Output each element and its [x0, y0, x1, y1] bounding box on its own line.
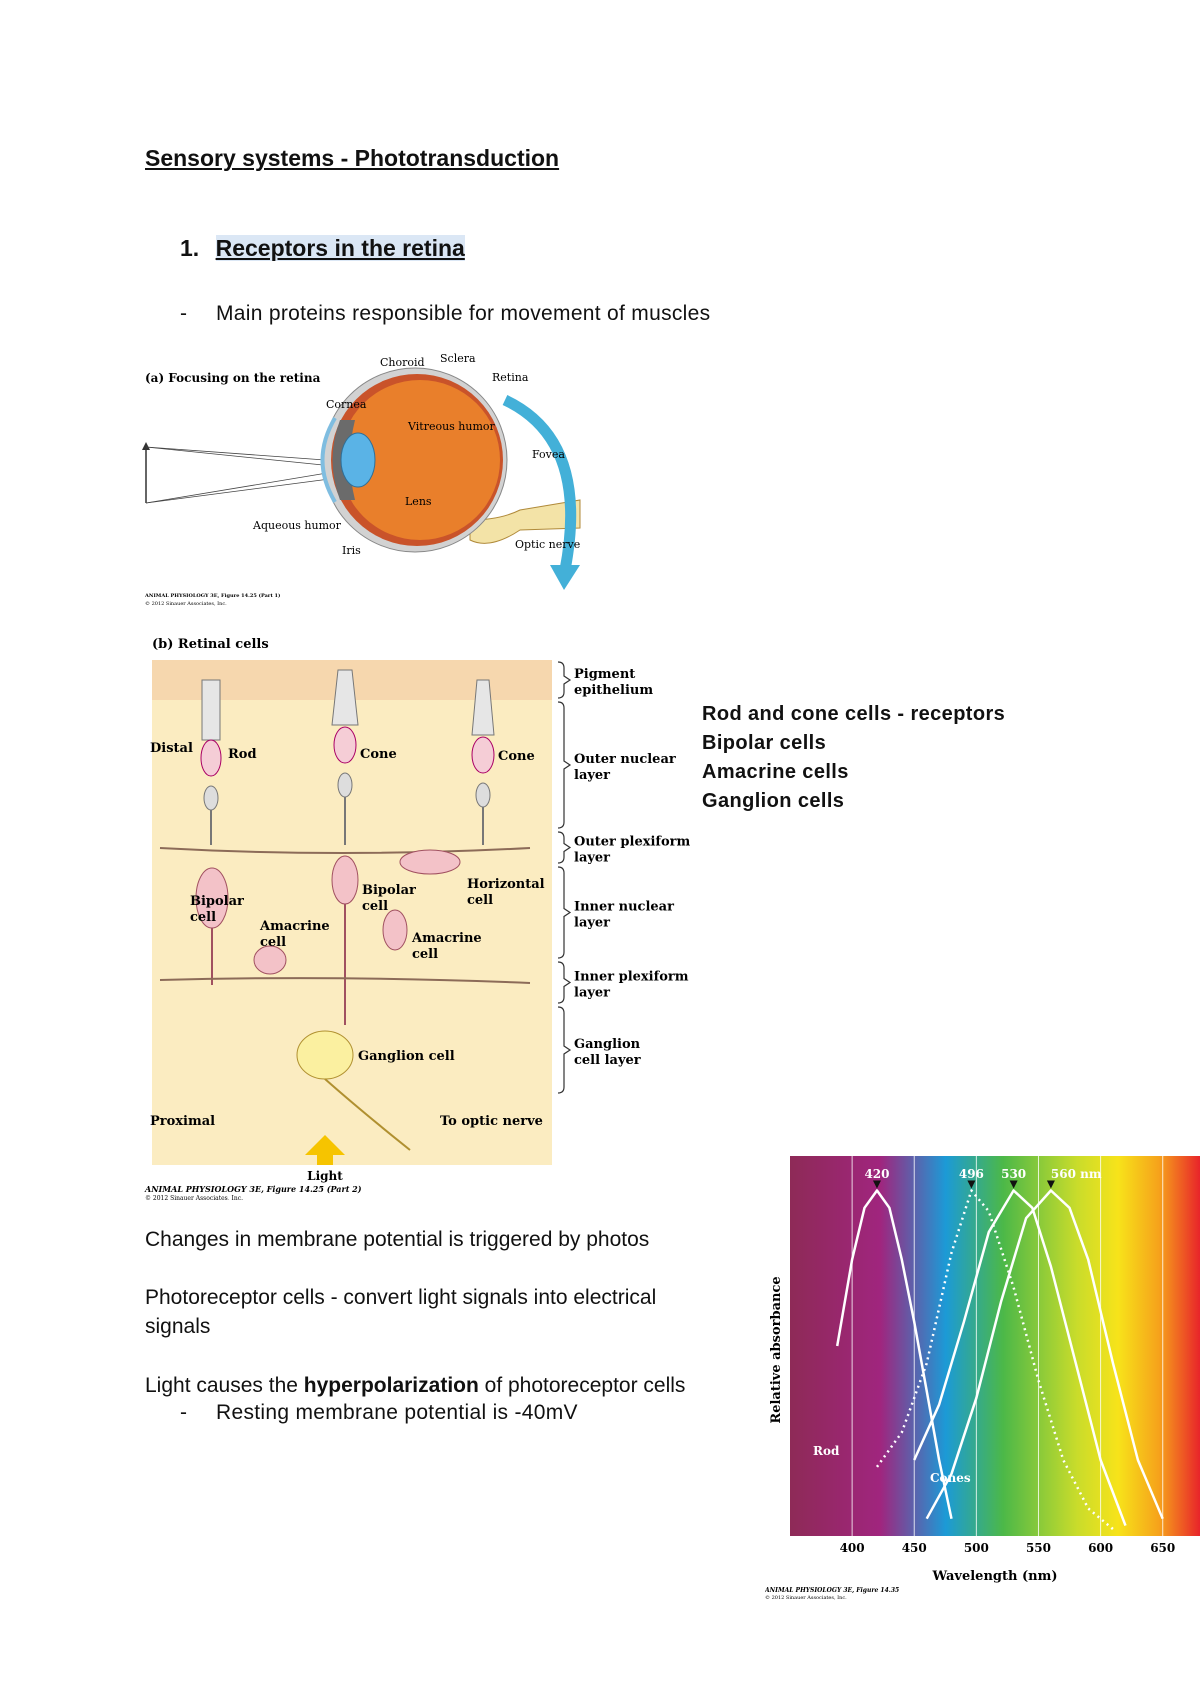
label-amacrine-1b: cell — [260, 935, 287, 950]
bullet-dash-2: - — [180, 1401, 188, 1424]
label-cone-1: Cone — [360, 747, 397, 762]
layer-label: epithelium — [574, 683, 654, 698]
paragraph-3 — [145, 1371, 745, 1400]
paragraph-3-bold: hyperpolarization — [303, 1374, 479, 1397]
label-cornea: Cornea — [326, 398, 367, 411]
layer-bracket — [558, 662, 570, 698]
paragraph-3-before: Light causes the — [145, 1374, 304, 1397]
label-amacrine-2a: Amacrine — [412, 931, 482, 946]
x-axis-label: Wavelength (nm) — [932, 1569, 1058, 1584]
layer-label: layer — [574, 850, 611, 866]
label-fovea: Fovea — [532, 448, 565, 461]
amacrine-cell-2 — [383, 910, 407, 950]
cell-type-item: Ganglion cells — [702, 790, 845, 812]
peak-label: 420 — [864, 1167, 890, 1181]
absorbance-chart — [765, 1150, 1200, 1600]
x-tick-label: 500 — [963, 1541, 989, 1555]
bullet-text-2: Resting membrane potential is -40mV — [216, 1401, 578, 1424]
amacrine-cell-1 — [254, 946, 286, 974]
cell-type-item: Amacrine cells — [702, 761, 849, 783]
layer-bracket — [558, 702, 570, 828]
label-choroid: Choroid — [380, 356, 425, 369]
label-horizontal-a: Horizontal — [467, 877, 545, 892]
peak-label: 530 — [1001, 1167, 1027, 1181]
paragraph-3-after: of photoreceptor cells — [478, 1374, 686, 1397]
object-arrowhead — [142, 442, 150, 450]
x-tick-label: 650 — [1150, 1541, 1176, 1555]
label-amacrine-1a: Amacrine — [260, 919, 330, 934]
section-heading — [180, 235, 465, 262]
label-proximal: Proximal — [150, 1114, 216, 1129]
section-heading-text: Receptors in the retina — [215, 235, 465, 261]
label-bipolar-2a: Bipolar — [362, 883, 416, 898]
bullet-dash: - — [180, 302, 188, 325]
cell-type-item: Bipolar cells — [702, 732, 827, 754]
x-tick-labels — [840, 1541, 1176, 1555]
x-tick-label: 550 — [1025, 1541, 1052, 1555]
eye-credit: ANIMAL PHYSIOLOGY 3E, Figure 14.25 (Part 1) — [145, 593, 281, 599]
eye-panel-label: (a) Focusing on the retina — [145, 371, 321, 385]
layer-label: Pigment — [574, 667, 636, 682]
layer-label: Outer plexiform — [574, 834, 691, 850]
label-lens: Lens — [405, 495, 432, 508]
peak-label: 496 — [958, 1167, 984, 1181]
retina-credit2: © 2012 Sinauer Associates, Inc. — [145, 1195, 244, 1200]
layer-bracket — [558, 962, 570, 1003]
bullet-item — [180, 302, 710, 326]
label-bipolar-1b: cell — [190, 910, 217, 925]
label-to-optic-nerve: To optic nerve — [440, 1114, 543, 1129]
bullet-item-2 — [180, 1401, 578, 1425]
paragraph-1: Changes in membrane potential is triggered by photos — [145, 1228, 650, 1251]
layer-label: Ganglion — [574, 1037, 641, 1052]
cones-annotation: Cones — [930, 1471, 971, 1485]
layer-bracket — [558, 832, 570, 863]
layer-label: layer — [574, 985, 611, 1001]
x-tick-label: 450 — [901, 1541, 927, 1555]
page-title: Sensory systems - Phototransduction — [145, 145, 560, 171]
retina-credit: ANIMAL PHYSIOLOGY 3E, Figure 14.25 (Part 2) — [145, 1184, 362, 1194]
chart-credit2: © 2012 Sinauer Associates, Inc. — [765, 1595, 847, 1600]
retina-panel-label: (b) Retinal cells — [152, 637, 269, 652]
layer-label: layer — [574, 915, 611, 931]
label-iris: Iris — [342, 544, 361, 557]
y-axis-label: Relative absorbance — [769, 1276, 784, 1424]
label-cone-2: Cone — [498, 749, 535, 764]
bipolar-cell-2 — [332, 856, 358, 904]
layer-label: layer — [574, 768, 611, 783]
label-light: Light — [307, 1169, 343, 1183]
label-optic: Optic nerve — [515, 538, 581, 551]
label-distal: Distal — [150, 741, 193, 756]
layer-label: cell layer — [574, 1053, 641, 1068]
label-sclera: Sclera — [440, 352, 476, 365]
peak-label: 560 nm — [1050, 1167, 1102, 1181]
layer-label: Inner nuclear — [574, 899, 674, 915]
x-tick-label: 600 — [1088, 1541, 1114, 1555]
layer-label: Outer nuclear — [574, 752, 676, 767]
label-vitreous: Vitreous humor — [408, 420, 495, 433]
label-ganglion: Ganglion cell — [358, 1049, 455, 1064]
cell-types-list — [702, 700, 1005, 816]
label-amacrine-2b: cell — [412, 947, 439, 962]
rod-annotation: Rod — [813, 1444, 840, 1458]
label-rod: Rod — [228, 747, 257, 762]
ganglion-cell — [297, 1031, 353, 1079]
label-horizontal-b: cell — [467, 893, 494, 908]
eye-figure — [140, 350, 640, 620]
label-bipolar-2b: cell — [362, 899, 389, 914]
section-number: 1. — [180, 235, 200, 261]
paragraph-2: Photoreceptor cells - convert light signals into electrical signals — [145, 1286, 657, 1338]
retina-figure — [140, 630, 700, 1200]
label-bipolar-1a: Bipolar — [190, 894, 244, 909]
bullet-text: Main proteins responsible for movement of muscles — [216, 302, 711, 325]
label-retina: Retina — [492, 371, 529, 384]
spectrum-background — [790, 1156, 1200, 1536]
cell-type-item: Rod and cone cells - receptors — [702, 703, 1006, 725]
chart-credit: ANIMAL PHYSIOLOGY 3E, Figure 14.35 — [765, 1587, 900, 1594]
horizontal-cell — [400, 850, 460, 874]
label-aqueous: Aqueous humor — [253, 519, 341, 532]
zoom-arrowhead — [550, 565, 580, 590]
lens-shape — [341, 433, 375, 487]
layer-labels — [558, 662, 691, 1093]
eye-credit2: © 2012 Sinauer Associates, Inc. — [145, 601, 227, 607]
layer-bracket — [558, 867, 570, 958]
layer-label: Inner plexiform — [574, 969, 689, 985]
layer-bracket — [558, 1007, 570, 1093]
x-tick-label: 400 — [839, 1541, 865, 1555]
